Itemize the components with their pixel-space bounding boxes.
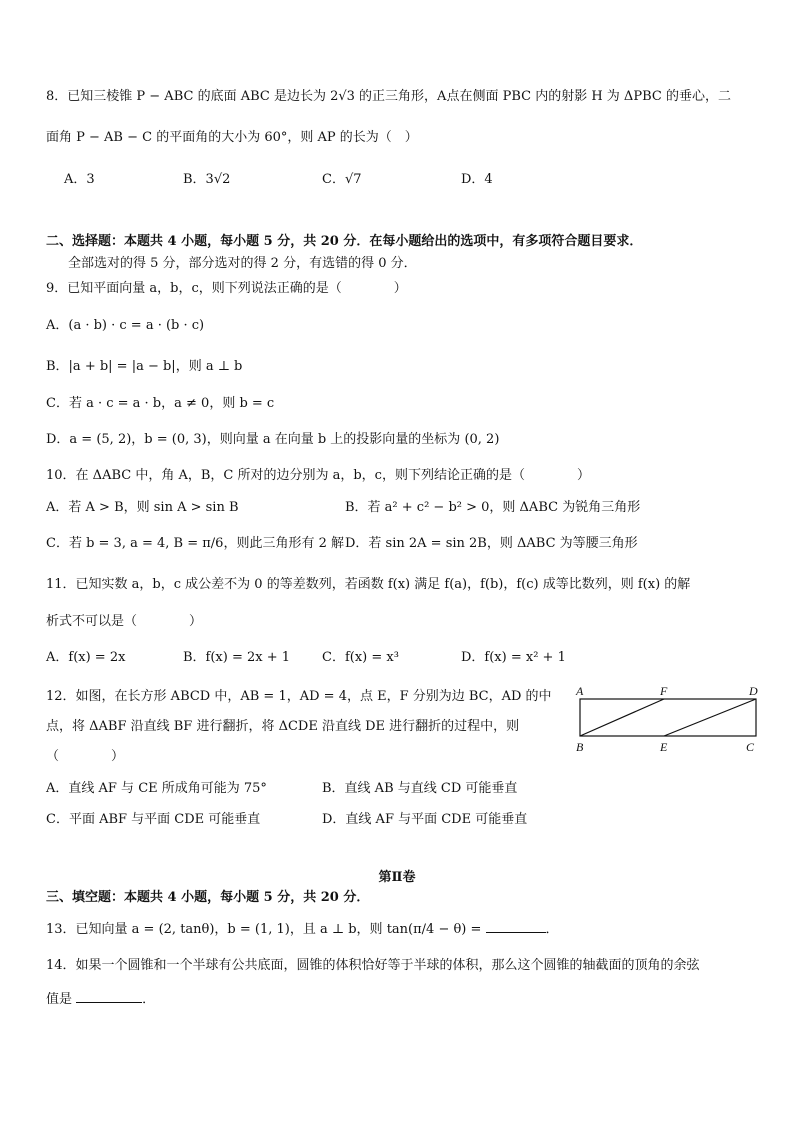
q12-line1: 12．如图，在长方形 ABCD 中，AB = 1，AD = 4，点 E，F 分别为边 BC，AD 的中: [46, 689, 552, 704]
q8-line1: 8．已知三棱锥 P − ABC 的底面 ABC 是边长为 2√3 的正三角形，A点在侧面 PBC 内的射影 H 为 ΔPBC 的垂心，二: [46, 89, 731, 104]
q9-option-b: B．|a + b| = |a − b|，则 a ⊥ b: [46, 359, 243, 374]
q14-line2: 值是: [46, 992, 73, 1007]
label-e: E: [660, 740, 668, 754]
q13-end: ．: [545, 922, 559, 937]
q14-answer-blank[interactable]: [76, 990, 142, 1003]
q8-option-c: C．√7: [322, 172, 362, 187]
q13-answer-blank[interactable]: [486, 920, 546, 933]
q9-stem: 9．已知平面向量 a，b，c，则下列说法正确的是（ ）: [46, 281, 407, 296]
q11-option-d: D．f(x) = x² + 1: [461, 650, 566, 665]
q12-line3: （ ）: [46, 749, 125, 764]
q11-line1: 11．已知实数 a，b，c 成公差不为 0 的等差数列，若函数 f(x) 满足 f(a)，f(b)，f(c) 成等比数列，则 f(x) 的解: [46, 577, 691, 592]
q12-option-a: A．直线 AF 与 CE 所成角可能为 75°: [46, 781, 267, 796]
q9-option-c: C．若 a · c = a · b，a ≠ 0，则 b = c: [46, 396, 275, 411]
q10-option-c: C．若 b = 3, a = 4, B = π/6，则此三角形有 2 解: [46, 536, 344, 551]
q9-option-a: A．(a · b) · c = a · (b · c): [46, 318, 205, 333]
section2-line2: 全部选对的得 5 分，部分选对的得 2 分，有选错的得 0 分．: [68, 256, 417, 271]
q9-option-d: D．a = (5, 2)，b = (0, 3)，则向量 a 在向量 b 上的投影向量的坐标为 (0, 2): [46, 432, 500, 447]
q12-line2: 点，将 ΔABF 沿直线 BF 进行翻折，将 ΔCDE 沿直线 DE 进行翻折的过程中，则: [46, 719, 520, 734]
q13-text: 13．已知向量 a = (2, tanθ)，b = (1, 1)，且 a ⊥ b，则 tan(π/4 − θ) =: [46, 922, 482, 937]
q10-option-d: D．若 sin 2A = sin 2B，则 ΔABC 为等腰三角形: [345, 536, 638, 551]
section3-line1: 三、填空题：本题共 4 小题，每小题 5 分，共 20 分．: [46, 890, 370, 905]
q12-rectangle-figure: [572, 683, 772, 763]
q10-option-a: A．若 A > B，则 sin A > sin B: [46, 500, 239, 515]
q8-option-a: A．3: [64, 172, 95, 187]
segment-ed: [664, 699, 756, 736]
q14-line1: 14．如果一个圆锥和一个半球有公共底面，圆锥的体积恰好等于半球的体积，那么这个圆锥的轴截面的顶角的余弦: [46, 958, 700, 973]
section2-heading: [46, 233, 642, 251]
q8-option-d: D．4: [461, 172, 493, 187]
label-b: B: [576, 740, 584, 754]
rectangle-abcd: [580, 699, 756, 736]
section3-heading: [46, 889, 369, 907]
label-d: D: [749, 684, 758, 698]
q11-option-c: C．f(x) = x³: [322, 650, 399, 665]
q14-line2-wrap: [46, 990, 155, 1009]
q13-line: [46, 920, 559, 939]
section2-line1: 二、选择题：本题共 4 小题，每小题 5 分，共 20 分．在每小题给出的选项中，有多项符合题目要求．: [46, 234, 643, 249]
label-f: F: [660, 684, 668, 698]
q14-end: ．: [142, 992, 156, 1007]
label-c: C: [746, 740, 755, 754]
q8-option-b: B．3√2: [183, 172, 231, 187]
part2-title: 第Ⅱ卷: [378, 870, 416, 885]
q12-option-d: D．直线 AF 与平面 CDE 可能垂直: [322, 812, 528, 827]
q11-option-b: B．f(x) = 2x + 1: [183, 650, 291, 665]
q12-option-b: B．直线 AB 与直线 CD 可能垂直: [322, 781, 518, 796]
q11-option-a: A．f(x) = 2x: [46, 650, 126, 665]
segment-bf: [580, 699, 664, 736]
q11-line2: 析式不可以是（ ）: [46, 614, 203, 629]
q12-option-c: C．平面 ABF 与平面 CDE 可能垂直: [46, 812, 261, 827]
q8-line2: 面角 P − AB − C 的平面角的大小为 60°，则 AP 的长为（ ）: [46, 130, 418, 145]
label-a: A: [576, 684, 584, 698]
q10-stem: 10．在 ΔABC 中，角 A，B，C 所对的边分别为 a，b，c，则下列结论正确的是（ ）: [46, 468, 590, 483]
q10-option-b: B．若 a² + c² − b² > 0，则 ΔABC 为锐角三角形: [345, 500, 641, 515]
